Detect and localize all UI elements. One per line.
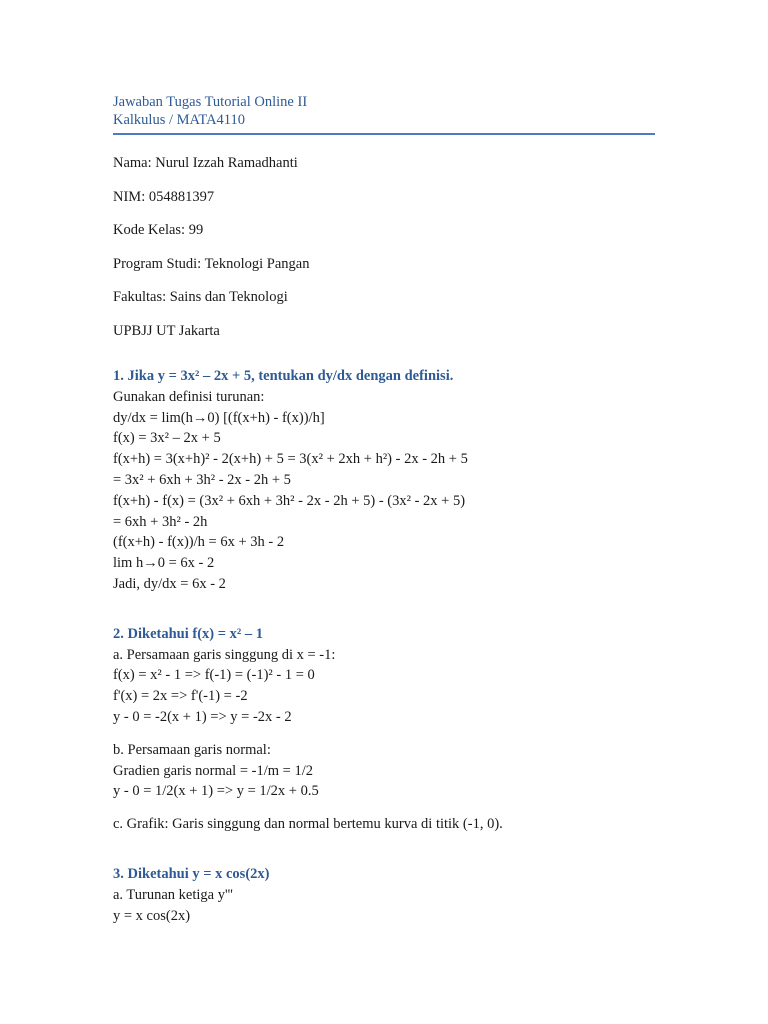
question-3-heading: 3. Diketahui y = x cos(2x) bbox=[113, 865, 270, 882]
document-page bbox=[113, 94, 655, 926]
answer-line: Gunakan definisi turunan: bbox=[113, 388, 265, 405]
student-info bbox=[113, 155, 655, 340]
question-2-part-b bbox=[113, 740, 655, 802]
answer-line: y - 0 = 1/2(x + 1) => y = 1/2x + 0.5 bbox=[113, 783, 319, 800]
answer-line: Gradien garis normal = -1/m = 1/2 bbox=[113, 762, 313, 779]
answer-line: = 6xh + 3h² - 2h bbox=[113, 513, 208, 530]
answer-line: f'(x) = 2x => f'(-1) = -2 bbox=[113, 688, 248, 705]
document-title: Jawaban Tugas Tutorial Online II bbox=[113, 94, 308, 110]
answer-line: a. Persamaan garis singgung di x = -1: bbox=[113, 646, 336, 663]
question-2-heading: 2. Diketahui f(x) = x² – 1 bbox=[113, 625, 263, 642]
answer-line: b. Persamaan garis normal: bbox=[113, 741, 271, 758]
answer-line: dy/dx = lim(h→0) [(f(x+h) - f(x))/h] bbox=[113, 409, 325, 426]
question-2-part-a bbox=[113, 645, 655, 728]
upbjj: UPBJJ UT Jakarta bbox=[113, 322, 220, 339]
study-program: Program Studi: Teknologi Pangan bbox=[113, 255, 310, 272]
document-header bbox=[113, 94, 655, 135]
answer-line: = 3x² + 6xh + 3h² - 2x - 2h + 5 bbox=[113, 471, 291, 488]
class-code: Kode Kelas: 99 bbox=[113, 222, 204, 238]
question-1-heading: 1. Jika y = 3x² – 2x + 5, tentukan dy/dx dengan definisi. bbox=[113, 368, 454, 384]
faculty: Fakultas: Sains dan Teknologi bbox=[113, 289, 288, 305]
question-3 bbox=[113, 864, 655, 926]
question-2-part-c bbox=[113, 814, 655, 835]
answer-line: f(x) = 3x² – 2x + 5 bbox=[113, 430, 221, 447]
answer-line: a. Turunan ketiga y''' bbox=[113, 886, 233, 903]
answer-line: c. Grafik: Garis singgung dan normal bertemu kurva di titik (-1, 0). bbox=[113, 816, 503, 833]
answer-line: f(x+h) = 3(x+h)² - 2(x+h) + 5 = 3(x² + 2xh + h²) - 2x - 2h + 5 bbox=[113, 451, 468, 468]
answer-line: f(x) = x² - 1 => f(-1) = (-1)² - 1 = 0 bbox=[113, 667, 315, 684]
answer-line: y = x cos(2x) bbox=[113, 907, 191, 924]
document-subtitle: Kalkulus / MATA4110 bbox=[113, 111, 246, 128]
student-name: Nama: Nurul Izzah Ramadhanti bbox=[113, 155, 298, 171]
answer-line: f(x+h) - f(x) = (3x² + 6xh + 3h² - 2x - 2h + 5) - (3x² - 2x + 5) bbox=[113, 492, 466, 509]
question-2 bbox=[113, 624, 655, 835]
answer-line: y - 0 = -2(x + 1) => y = -2x - 2 bbox=[113, 708, 292, 725]
student-nim: NIM: 054881397 bbox=[113, 188, 215, 205]
question-1 bbox=[113, 366, 655, 595]
answer-line: Jadi, dy/dx = 6x - 2 bbox=[113, 575, 226, 592]
answer-line: (f(x+h) - f(x))/h = 6x + 3h - 2 bbox=[113, 534, 285, 551]
answer-line: lim h→0 = 6x - 2 bbox=[113, 555, 215, 572]
